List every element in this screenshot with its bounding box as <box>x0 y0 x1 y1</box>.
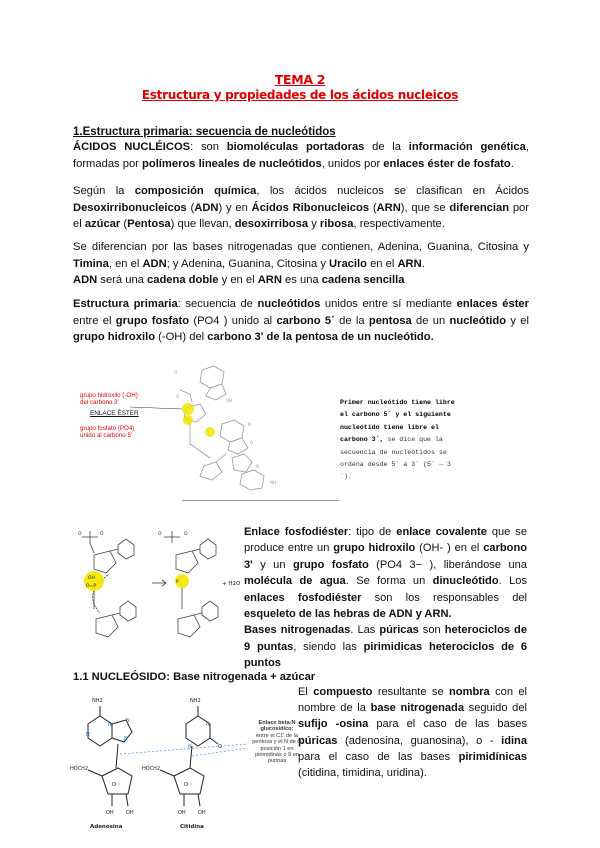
oh-label: OH <box>126 810 134 816</box>
text: por el <box>73 201 529 231</box>
text: de la <box>334 314 369 327</box>
paragraph-fosfodiester <box>244 524 527 672</box>
nh2-label-adenosina: NH2 <box>92 698 103 704</box>
enlace-title: Enlace beta-N glucosídico: <box>258 720 296 733</box>
term: Timina <box>73 257 109 270</box>
term: Estructura primaria <box>73 298 178 310</box>
section1-heading <box>73 126 336 138</box>
text: (PO4 ) unido al <box>189 314 277 327</box>
text: que se produce entre un <box>244 526 527 555</box>
term: molécula de agua <box>244 575 346 588</box>
term: grupo hidroxilo <box>333 542 416 555</box>
text: : tipo de <box>348 526 397 538</box>
paragraph-estructura-primaria <box>73 296 529 346</box>
text: . Se forma un <box>345 575 433 588</box>
term: nombra <box>449 686 490 698</box>
svg-text:O: O <box>250 440 254 445</box>
hoch2-label-adenosina: HOCH2 <box>70 766 89 772</box>
term: ARN <box>376 201 401 214</box>
text: . Las <box>350 624 380 637</box>
note-bold: Primer nucleótido tiene libre el carbono 5´ y el siguiente nucleótido tiene libre el carbono 3´, <box>340 399 455 444</box>
text: , siendo las <box>293 640 364 653</box>
highlight-ester-bond-3 <box>205 427 215 437</box>
text: Según la <box>73 185 135 197</box>
text: (adenosina, guanosina), o - <box>337 734 502 747</box>
text: y <box>308 218 320 231</box>
text: (OH- ) en el <box>415 542 484 555</box>
term: ÁCIDOS NUCLÉICOS <box>73 141 191 153</box>
svg-text:OH: OH <box>226 398 233 403</box>
text: y un <box>252 558 293 571</box>
term: heterociclos de 9 puntas <box>244 624 527 653</box>
oh-label: OH <box>198 810 206 816</box>
text: , unidos por <box>321 157 384 170</box>
term: polímeros lineales de nucleótidos <box>142 157 322 170</box>
svg-text:N: N <box>248 422 251 427</box>
term: biomoléculas portadoras <box>226 141 365 153</box>
svg-text:O=P: O=P <box>86 584 97 589</box>
nucleoside-figure <box>68 690 298 840</box>
text: . Los <box>498 575 527 588</box>
text: de un <box>411 314 450 327</box>
svg-text:N: N <box>86 732 90 738</box>
term: grupo fosfato <box>115 314 190 327</box>
tema-title: TEMA 2 <box>274 72 326 87</box>
term: carbono 3' de la pentosa de un nucleótido. <box>207 331 434 344</box>
svg-text:O: O <box>184 782 188 788</box>
text: seguido del <box>464 702 527 715</box>
text: ( <box>120 218 128 231</box>
text: : secuencia de <box>177 298 258 310</box>
paragraph-acidos-nucleicos <box>73 139 529 172</box>
note-text: se dice que la secuencia de nucleótidos se ordena desde 5´ a 3´ (5´ → 3´). <box>340 436 451 481</box>
term: composición química <box>134 185 257 197</box>
svg-text:O: O <box>184 532 188 537</box>
text: para el caso de las bases <box>368 718 528 731</box>
term: ribosa <box>319 218 354 231</box>
nh2-label-citidina: NH2 <box>190 698 201 704</box>
text: El <box>298 686 314 698</box>
hoch2-label-citidina: HOCH2 <box>142 766 161 772</box>
text: , en el <box>108 257 143 270</box>
text: entre el <box>73 314 116 327</box>
svg-text:OH: OH <box>88 576 95 581</box>
text: . <box>510 157 514 170</box>
oh-label: OH <box>178 810 186 816</box>
paragraph-nucleosido <box>298 684 527 781</box>
label-grupo-hidroxilo: grupo hidroxilo (-OH) del carbono 3' <box>80 392 138 406</box>
svg-text:N: N <box>206 722 210 728</box>
text: será una <box>97 274 148 287</box>
label-enlace-ester: ENLACE ÉSTER <box>90 410 139 417</box>
svg-text:N: N <box>126 718 130 724</box>
phosphodiester-figure <box>72 523 242 661</box>
term: púricas <box>379 624 419 637</box>
sequence-note <box>340 397 455 484</box>
term: cadena doble <box>147 274 219 287</box>
term: Desoxirribonucleicos <box>73 201 187 214</box>
term: grupo hidroxilo <box>73 331 156 344</box>
term: dinucleótido <box>432 575 499 588</box>
text: . <box>421 257 425 270</box>
text: , formadas por <box>73 141 529 170</box>
term: enlaces éster <box>456 298 530 310</box>
term: Enlace fosfodiéster <box>244 526 349 538</box>
text: unidos entre sí mediante <box>320 298 457 310</box>
label-grupo-fosfato: grupo fosfato (PO4) unido al carbono 5' <box>80 425 135 439</box>
svg-text:N: N <box>108 722 112 728</box>
citidina-label: Citidina <box>180 824 204 830</box>
text: (-OH) del <box>155 331 208 344</box>
term: enlace covalente <box>396 526 487 538</box>
term: sufijo -osina <box>298 718 369 731</box>
text: ) y en <box>218 201 252 214</box>
text: , los ácidos nucleicos se clasifican en Ácidos <box>256 185 530 197</box>
text: y el <box>506 314 529 327</box>
pointer-line <box>130 407 182 409</box>
term: pirimidicas heterociclos de 6 puntos <box>244 640 527 670</box>
term: pentosa <box>368 314 412 327</box>
term: ARN <box>257 274 282 287</box>
term: ADN <box>194 201 219 214</box>
term: esqueleto de las hebras de ADN y ARN. <box>244 608 452 621</box>
text: y en el <box>218 274 258 287</box>
term: Uracilo <box>329 257 367 270</box>
svg-text:O: O <box>174 370 178 375</box>
term: carbono 5´ <box>276 314 335 327</box>
term: nucleótido <box>449 314 507 327</box>
text: ), que se <box>400 201 450 214</box>
svg-text:N: N <box>124 736 128 742</box>
term: grupo fosfato <box>292 558 369 571</box>
svg-text:P: P <box>176 580 179 585</box>
term: compuesto <box>313 686 373 698</box>
figure-divider <box>182 500 339 501</box>
term: ADN <box>142 257 167 270</box>
section11-heading: 1.1 NUCLEÓSIDO: Base nitrogenada + azúcar <box>73 671 316 683</box>
svg-text:N: N <box>188 744 192 750</box>
text: para el caso de las bases <box>298 750 459 763</box>
highlight-ester-bond-1 <box>182 403 194 415</box>
term: Pentosa <box>127 218 171 231</box>
text: son <box>418 624 445 637</box>
term: pirimidínicas <box>458 750 527 763</box>
oh-label: OH <box>106 810 114 816</box>
term: nucleótidos <box>257 298 321 310</box>
text: en el <box>366 257 398 270</box>
text: son los responsables del <box>361 591 527 604</box>
svg-text:N: N <box>256 464 259 469</box>
paragraph-composicion <box>73 183 529 233</box>
text: Se diferencian por las bases nitrogenadas que contienen, Adenina, Guanina, Citosina y <box>73 241 529 253</box>
enlace-desc: entre el C1' de la pentosa y el N de la posición 1 en pirimidinas o 9 en purinas <box>252 732 302 765</box>
svg-text:O: O <box>158 532 162 537</box>
text: resultante se <box>372 686 450 698</box>
svg-text:O: O <box>218 744 222 750</box>
svg-text:O: O <box>100 532 104 537</box>
paragraph-bases <box>73 239 529 289</box>
svg-text:O: O <box>78 532 82 537</box>
water-label: + H2O <box>222 581 241 587</box>
svg-text:O: O <box>176 394 180 399</box>
text: ( <box>369 201 377 214</box>
page-title: Estructura y propiedades de los ácidos nucleicos <box>141 88 459 102</box>
text: : son <box>190 141 227 153</box>
text: , respectivamente. <box>353 218 445 231</box>
text: es una <box>281 274 322 287</box>
term: enlaces éster de fosfato <box>383 157 511 170</box>
text: ; y Adenina, Guanina, Citosina y <box>166 257 330 270</box>
text: (citidina, timidina, uridina). <box>298 767 427 780</box>
term: azúcar <box>84 218 121 231</box>
term: cadena sencilla <box>321 274 405 287</box>
term: información genética <box>408 141 526 153</box>
enlace-glucosidico-label <box>247 720 307 765</box>
term: enlaces fosfodiéster <box>244 591 362 604</box>
term: ARN <box>397 257 422 270</box>
section1-heading-text: 1.Estructura primaria: secuencia de nucleótidos <box>73 126 336 138</box>
highlight-ester-bond-2 <box>183 415 193 425</box>
adenosina-label: Adenosina <box>90 824 123 830</box>
svg-text:NH: NH <box>270 480 276 485</box>
term: ADN <box>73 274 98 287</box>
svg-text:O: O <box>112 782 116 788</box>
text: con el nombre de la <box>298 686 528 715</box>
text: ( <box>186 201 195 214</box>
term: idina <box>501 734 527 747</box>
term: Ácidos Ribonucleicos <box>251 201 370 214</box>
term: desoxirribosa <box>234 218 309 231</box>
term: púricas <box>298 734 338 747</box>
text: ) que llevan, <box>170 218 235 231</box>
term: base nitrogenada <box>370 702 464 715</box>
nucleotide-chain-figure <box>130 362 340 500</box>
term: carbono 3' <box>244 542 527 571</box>
term: Bases nitrogenadas <box>244 624 351 637</box>
text: de la <box>364 141 409 153</box>
term: diferencian <box>449 201 510 214</box>
text: (PO4 3− ), liberándose una <box>368 558 527 571</box>
